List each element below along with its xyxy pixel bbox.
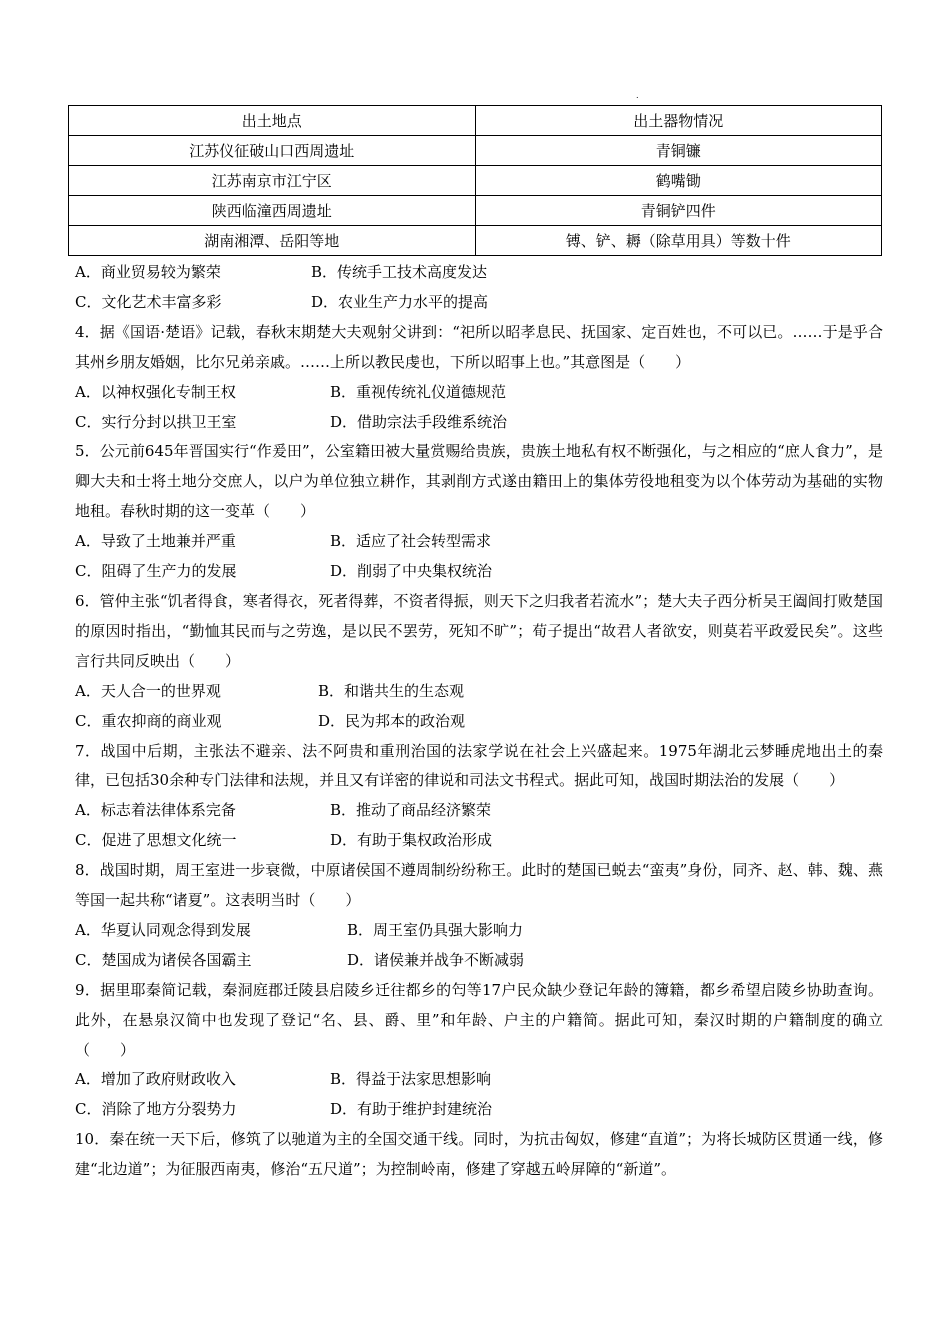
- q7-stem: 7．战国中后期，主张法不避亲、法不阿贵和重刑治国的法家学说在社会上兴盛起来。1975年湖北云梦睡虎地出土的秦律，已包括30余种专门法律和法规，并且又有详密的律说和司法文书程式。据此可知，战国时期法治的发展（ ）: [75, 741, 883, 790]
- q8-option-d[interactable]: D．诸侯兼并战争不断减弱: [347, 950, 525, 969]
- q5-stem: 5．公元前645年晋国实行“作爰田”，公室籍田被大量赏赐给贵族，贵族土地私有权不断强化，与之相应的“庶人食力”，是卿大夫和士将土地分交庶人，以户为单位独立耕作，其剥削方式遂由籍田上的集体劳役地租变为以个体劳动为基础的实物地租。春秋时期的这一变革（ ）: [75, 442, 883, 521]
- q3-option-b[interactable]: B．传统手工技术高度发达: [311, 263, 488, 281]
- cell-location: 江苏南京市江宁区: [69, 166, 476, 196]
- q3-option-a[interactable]: A．商业贸易较为繁荣: [75, 263, 221, 281]
- cell-artifacts: 鹤嘴锄: [475, 166, 882, 196]
- q5-option-c[interactable]: C．阻碍了生产力的发展: [75, 562, 237, 581]
- q8-options-row-2: [75, 946, 883, 976]
- q8-option-a[interactable]: A．华夏认同观念得到发展: [75, 920, 251, 939]
- q6-option-c[interactable]: C．重农抑商的商业观: [75, 711, 222, 730]
- q4-option-b[interactable]: B．重视传统礼仪道德规范: [330, 382, 507, 401]
- q7-option-b[interactable]: B．推动了商品经济繁荣: [330, 801, 492, 820]
- header-location: 出土地点: [69, 106, 476, 136]
- q8-option-b[interactable]: B．周王室仍具强大影响力: [347, 920, 524, 939]
- q8-option-c[interactable]: C．楚国成为诸侯各国霸主: [75, 950, 252, 969]
- q5-option-a[interactable]: A．导致了土地兼并严重: [75, 532, 236, 551]
- q7-options-row-1: [75, 796, 883, 826]
- q6-stem: 6．管仲主张“饥者得食，寒者得衣，死者得葬，不资者得振，则天下之归我者若流水”；楚大夫子西分析吴王阖闾打败楚国的原因时指出，“勤恤其民而与之劳逸，是以民不罢劳，死知不旷”；荀子提出“故君人者欲安，则莫若平政爱民矣”。这些言行共同反映出（ ）: [75, 591, 883, 670]
- question-list: [75, 258, 883, 1185]
- q3-option-c[interactable]: C．文化艺术丰富多彩: [75, 292, 222, 311]
- q7-option-d[interactable]: D．有助于集权政治形成: [330, 831, 493, 850]
- q4-option-c[interactable]: C．实行分封以拱卫王室: [75, 412, 237, 431]
- q9-stem: 9．据里耶秦简记载，秦洞庭郡迁陵县启陵乡迁往都乡的匄等17户民众缺少登记年龄的簿籍，都乡希望启陵乡协助查询。此外，在悬泉汉简中也发现了登记“名、县、爵、里”和年龄、户主的户籍简。据此可知，秦汉时期的户籍制度的确立（ ）: [75, 980, 883, 1059]
- q3-option-d[interactable]: D．农业生产力水平的提高: [311, 292, 489, 311]
- q9-option-a[interactable]: A．增加了政府财政收入: [75, 1070, 236, 1089]
- table-row: [69, 136, 882, 166]
- q3-options-row-2: [75, 288, 883, 318]
- header-artifacts: 出土器物情况: [475, 106, 882, 136]
- q9-option-d[interactable]: D．有助于维护封建统治: [330, 1100, 493, 1119]
- q7-option-a[interactable]: A．标志着法律体系完备: [75, 801, 236, 820]
- q6-option-d[interactable]: D．民为邦本的政治观: [318, 711, 466, 730]
- q7-options-row-2: [75, 826, 883, 856]
- cell-location: 江苏仪征破山口西周遗址: [69, 136, 476, 166]
- q10-stem: 10．秦在统一天下后，修筑了以驰道为主的全国交通干线。同时，为抗击匈奴，修建“直道”；为将长城防区贯通一线，修建“北边道”；为征服西南夷，修治“五尺道”；为控制岭南，修建了穿越五岭屏障的“新道”。: [75, 1130, 883, 1179]
- q9-option-b[interactable]: B．得益于法家思想影响: [330, 1070, 492, 1089]
- q5-options-row-1: [75, 527, 883, 557]
- artifact-table: [68, 105, 882, 256]
- cell-artifacts: 镈、铲、耨（除草用具）等数十件: [475, 226, 882, 256]
- q5-options-row-2: [75, 557, 883, 587]
- q3-options-row-1: [75, 258, 883, 288]
- q4-options-row-2: [75, 408, 883, 438]
- cell-location: 陕西临潼西周遗址: [69, 196, 476, 226]
- top-dot: .: [636, 91, 639, 100]
- cell-location: 湖南湘潭、岳阳等地: [69, 226, 476, 256]
- cell-artifacts: 青铜铲四件: [475, 196, 882, 226]
- q9-options-row-2: [75, 1095, 883, 1125]
- q8-stem: 8．战国时期，周王室进一步衰微，中原诸侯国不遵周制纷纷称王。此时的楚国已蜕去“蛮夷”身份，同齐、赵、韩、魏、燕等国一起共称“诸夏”。这表明当时（ ）: [75, 861, 883, 910]
- q8-options-row-1: [75, 916, 883, 946]
- q4-stem: 4．据《国语·楚语》记载，春秋末期楚大夫观射父讲到：“祀所以昭孝息民、抚国家、定百姓也，不可以已。……于是乎合其州乡朋友婚姻，比尔兄弟亲戚。……上所以教民虔也，下所以昭事上也。”其意图是（ ）: [75, 322, 883, 371]
- q4-option-a[interactable]: A．以神权强化专制王权: [75, 382, 236, 401]
- q9-option-c[interactable]: C．消除了地方分裂势力: [75, 1100, 237, 1119]
- q9-options-row-1: [75, 1065, 883, 1095]
- q7-option-c[interactable]: C．促进了思想文化统一: [75, 831, 237, 850]
- cell-artifacts: 青铜镰: [475, 136, 882, 166]
- q5-option-d[interactable]: D．削弱了中央集权统治: [330, 562, 493, 581]
- q4-options-row-1: [75, 378, 883, 408]
- table-row: [69, 196, 882, 226]
- q4-option-d[interactable]: D．借助宗法手段维系统治: [330, 412, 508, 431]
- q5-option-b[interactable]: B．适应了社会转型需求: [330, 532, 492, 551]
- q6-options-row-1: [75, 677, 883, 707]
- table-header-row: [69, 106, 882, 136]
- q6-option-a[interactable]: A．天人合一的世界观: [75, 681, 221, 700]
- table-row: [69, 166, 882, 196]
- table-row: [69, 226, 882, 256]
- q6-option-b[interactable]: B．和谐共生的生态观: [318, 681, 465, 700]
- q6-options-row-2: [75, 707, 883, 737]
